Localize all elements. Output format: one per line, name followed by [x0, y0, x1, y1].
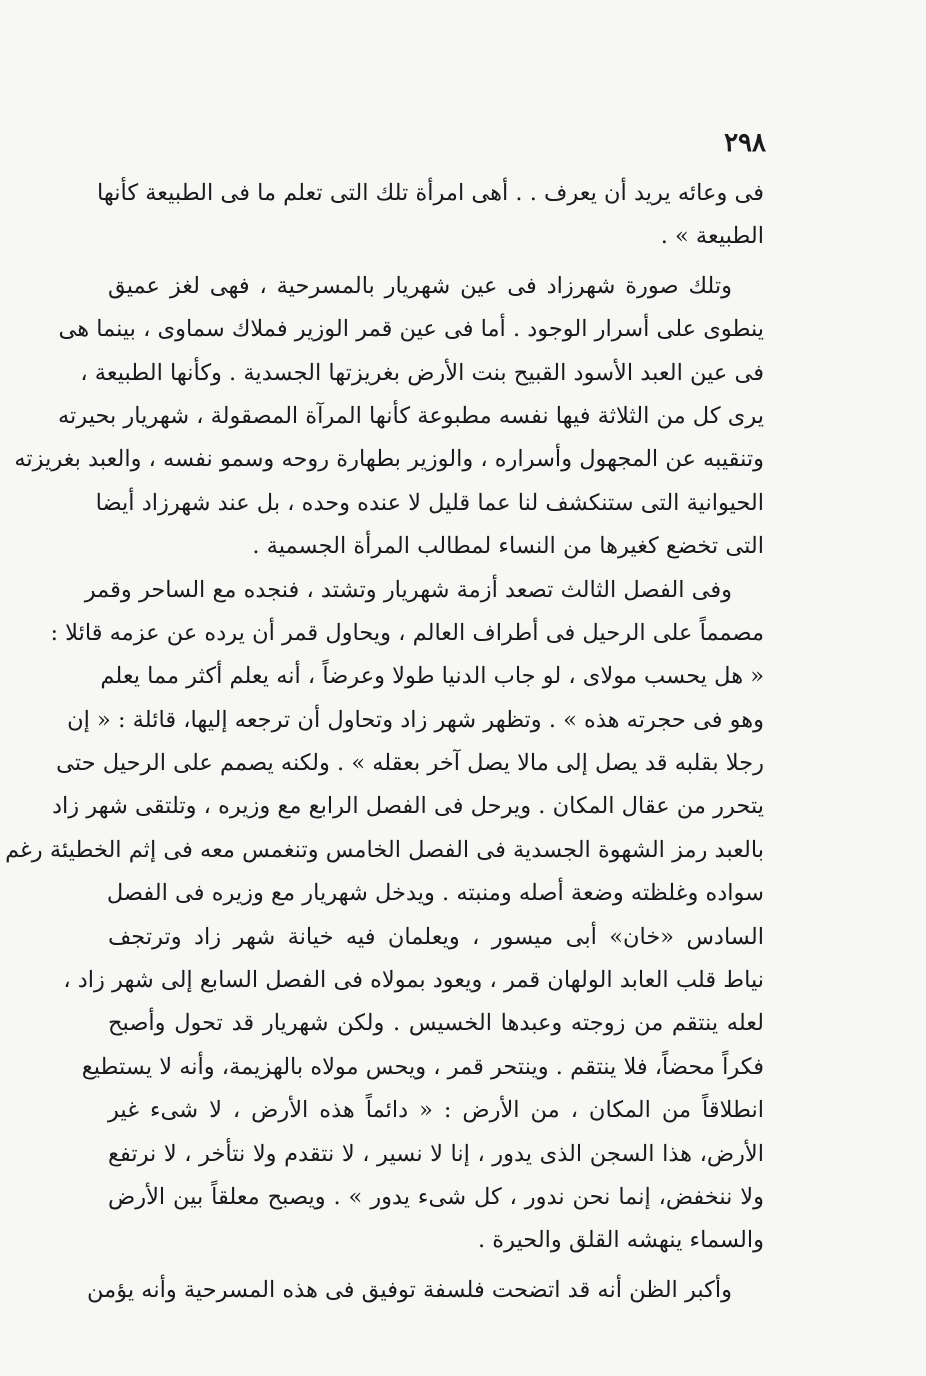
- text-line: يرى كل من الثلاثة فيها نفسه مطبوعة كأنها المرآة المصقولة ، شهريار بحيرته: [57, 402, 764, 429]
- text-line: نياط قلب العابد الولهان قمر ، ويعود بمولاه فى الفصل السابع إلى شهر زاد ،: [63, 967, 764, 994]
- text-line: الطبيعة » .: [660, 223, 764, 250]
- text-line: وفى الفصل الثالث تصعد أزمة شهريار وتشتد ، فنجده مع الساحر وقمر: [84, 576, 732, 603]
- text-line: وتنقيبه عن المجهول وأسراره ، والوزير بطهارة روحه وسمو نفسه ، والعبد بغريزته: [14, 446, 764, 473]
- text-line: مصمماً على الرحيل فى أطراف العالم ، ويحاول قمر أن يرده عن عزمه قائلا :: [50, 619, 764, 646]
- text-line: وتلك صورة شهرزاد فى عين شهريار بالمسرحية ، فهى لغز عميق: [108, 272, 732, 299]
- text-line: يتحرر من عقال المكان . ويرحل فى الفصل الرابع مع وزيره ، وتلتقى شهر زاد: [51, 793, 764, 820]
- paragraph: [87, 1269, 764, 1312]
- text-line: الحيوانية التى ستنكشف لنا عما قليل لا عنده وحده ، بل عند شهرزاد أيضا: [95, 489, 764, 516]
- paragraph: [97, 172, 764, 259]
- text-line: ولا ننخفض، إنما نحن ندور ، كل شىء يدور » . ويصبح معلقاً بين الأرض: [108, 1183, 764, 1210]
- paragraph: [14, 265, 764, 569]
- text-line: فى وعائه يريد أن يعرف . . أهى امرأة تلك التى تعلم ما فى الطبيعة كأنها: [97, 180, 764, 206]
- paragraph: [5, 569, 764, 1263]
- text-line: الأرض، هذا السجن الذى يدور ، إنا لا نسير ، لا نتقدم ولا نتأخر ، لا نرتفع: [108, 1140, 764, 1167]
- text-line: سواده وغلظته وضعة أصله ومنبته . ويدخل شهريار مع وزيره فى الفصل: [106, 880, 764, 907]
- text-line: السادس «خان» أبى ميسور ، ويعلمان فيه خيانة شهر زاد وترتجف: [108, 923, 764, 950]
- text-line: فى عين العبد الأسود القبيح بنت الأرض بغريزتها الجسدية . وكأنها الطبيعة ،: [80, 359, 764, 386]
- text-line: وهو فى حجرته هذه » . وتظهر شهر زاد وتحاول أن ترجعه إليها، قائلة : « إن: [67, 706, 764, 733]
- body-text: [5, 172, 764, 1312]
- page-number: ٢٩٨: [724, 128, 766, 158]
- text-line: رجلا بقلبه قد يصل إلى مالا يصل آخر بعقله » . ولكنه يصمم على الرحيل حتى: [56, 750, 764, 777]
- text-line: ينطوى على أسرار الوجود . أما فى عين قمر الوزير فملاك سماوى ، بينما هى: [58, 316, 764, 343]
- text-line: « هل يحسب مولاى ، لو جاب الدنيا طولا وعرضاً ، أنه يعلم أكثر مما يعلم: [100, 663, 764, 690]
- text-line: لعله ينتقم من زوجته وعبدها الخسيس . ولكن شهريار قد تحول وأصبح: [108, 1010, 764, 1037]
- text-line: بالعبد رمز الشهوة الجسدية فى الفصل الخامس وتنغمس معه فى إثم الخطيئة رغم: [5, 836, 764, 863]
- text-line: وأكبر الظن أنه قد اتضحت فلسفة توفيق فى هذه المسرحية وأنه يؤمن: [87, 1276, 732, 1303]
- text-line: التى تخضع كغيرها من النساء لمطالب المرأة الجسمية .: [252, 533, 764, 560]
- text-line: انطلاقاً من المكان ، من الأرض : « دائماً هذه الأرض ، لا شىء غير: [108, 1097, 764, 1124]
- text-line: والسماء ينهشه القلق والحيرة .: [478, 1227, 764, 1254]
- text-line: فكراً محضاً، فلا ينتقم . وينتحر قمر ، ويحس مولاه بالهزيمة، وأنه لا يستطيع: [81, 1053, 764, 1080]
